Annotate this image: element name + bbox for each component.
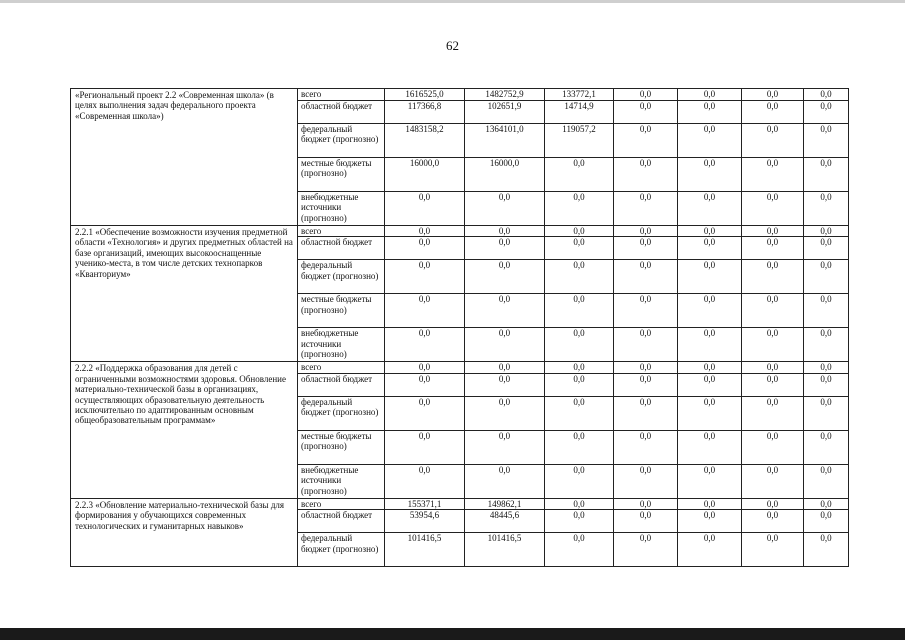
table-row [71, 226, 849, 237]
amount-cell: 0,0 [678, 362, 742, 373]
project-name: 2.2.3 «Обновление материально-технической базы для формирования у обучающихся современных технологических и гуманитарных навыков» [71, 498, 298, 566]
funding-source: федеральный бюджет (прогнозно) [298, 260, 385, 294]
amount-cell: 0,0 [804, 510, 849, 533]
amount-cell: 0,0 [742, 260, 804, 294]
amount-cell: 0,0 [385, 192, 465, 226]
amount-cell: 0,0 [465, 362, 545, 373]
amount-cell: 0,0 [804, 373, 849, 396]
amount-cell: 0,0 [465, 464, 545, 498]
amount-cell: 0,0 [545, 533, 614, 567]
funding-source: федеральный бюджет (прогнозно) [298, 533, 385, 567]
amount-cell: 0,0 [614, 124, 678, 158]
amount-cell: 102651,9 [465, 101, 545, 124]
amount-cell: 101416,5 [385, 533, 465, 567]
amount-cell: 0,0 [804, 498, 849, 509]
amount-cell: 1483158,2 [385, 124, 465, 158]
amount-cell: 0,0 [742, 124, 804, 158]
funding-source: местные бюджеты (прогнозно) [298, 158, 385, 192]
amount-cell: 0,0 [614, 294, 678, 328]
amount-cell: 0,0 [545, 328, 614, 362]
amount-cell: 133772,1 [545, 89, 614, 101]
amount-cell: 0,0 [678, 260, 742, 294]
funding-source: внебюджетные источники (прогнозно) [298, 192, 385, 226]
amount-cell: 16000,0 [385, 158, 465, 192]
funding-source: всего [298, 89, 385, 101]
table-row [71, 498, 849, 509]
funding-source: всего [298, 498, 385, 509]
amount-cell: 0,0 [804, 101, 849, 124]
funding-source: внебюджетные источники (прогнозно) [298, 328, 385, 362]
amount-cell: 0,0 [385, 260, 465, 294]
amount-cell: 119057,2 [545, 124, 614, 158]
amount-cell: 0,0 [465, 237, 545, 260]
amount-cell: 0,0 [742, 533, 804, 567]
table-row [71, 89, 849, 101]
amount-cell: 0,0 [614, 464, 678, 498]
amount-cell: 0,0 [742, 362, 804, 373]
funding-source: всего [298, 362, 385, 373]
budget-table [70, 88, 849, 567]
amount-cell: 0,0 [465, 328, 545, 362]
amount-cell: 0,0 [678, 464, 742, 498]
amount-cell: 0,0 [742, 510, 804, 533]
amount-cell: 0,0 [545, 373, 614, 396]
amount-cell: 0,0 [804, 192, 849, 226]
amount-cell: 0,0 [545, 192, 614, 226]
amount-cell: 0,0 [678, 533, 742, 567]
amount-cell: 0,0 [742, 226, 804, 237]
amount-cell: 155371,1 [385, 498, 465, 509]
amount-cell: 0,0 [678, 89, 742, 101]
funding-source: областной бюджет [298, 373, 385, 396]
amount-cell: 0,0 [678, 237, 742, 260]
amount-cell: 0,0 [804, 362, 849, 373]
amount-cell: 0,0 [742, 464, 804, 498]
amount-cell: 0,0 [678, 373, 742, 396]
amount-cell: 0,0 [465, 294, 545, 328]
amount-cell: 0,0 [742, 498, 804, 509]
amount-cell: 0,0 [804, 396, 849, 430]
amount-cell: 0,0 [385, 328, 465, 362]
amount-cell: 0,0 [614, 260, 678, 294]
amount-cell: 0,0 [385, 226, 465, 237]
amount-cell: 0,0 [465, 396, 545, 430]
amount-cell: 0,0 [742, 89, 804, 101]
amount-cell: 0,0 [385, 396, 465, 430]
amount-cell: 0,0 [678, 158, 742, 192]
amount-cell: 0,0 [614, 192, 678, 226]
page-top-edge [0, 0, 905, 3]
project-name: 2.2.1 «Обеспечение возможности изучения предметной области «Технология» и других предметных областей на базе организаций, имеющих высокооснащенные ученико-места, в том числе детских технопарков «Кванториум» [71, 226, 298, 362]
amount-cell: 0,0 [678, 396, 742, 430]
amount-cell: 0,0 [804, 237, 849, 260]
funding-source: внебюджетные источники (прогнозно) [298, 464, 385, 498]
amount-cell: 0,0 [614, 373, 678, 396]
amount-cell: 1616525,0 [385, 89, 465, 101]
amount-cell: 0,0 [545, 237, 614, 260]
amount-cell: 0,0 [465, 260, 545, 294]
amount-cell: 0,0 [678, 328, 742, 362]
amount-cell: 0,0 [385, 373, 465, 396]
amount-cell: 0,0 [742, 294, 804, 328]
funding-source: областной бюджет [298, 237, 385, 260]
amount-cell: 0,0 [465, 192, 545, 226]
amount-cell: 0,0 [614, 362, 678, 373]
amount-cell: 0,0 [804, 89, 849, 101]
amount-cell: 0,0 [742, 101, 804, 124]
amount-cell: 0,0 [804, 124, 849, 158]
amount-cell: 0,0 [614, 158, 678, 192]
amount-cell: 0,0 [385, 362, 465, 373]
amount-cell: 0,0 [614, 533, 678, 567]
amount-cell: 0,0 [742, 237, 804, 260]
amount-cell: 0,0 [614, 396, 678, 430]
funding-source: федеральный бюджет (прогнозно) [298, 396, 385, 430]
amount-cell: 0,0 [742, 396, 804, 430]
amount-cell: 0,0 [614, 510, 678, 533]
amount-cell: 0,0 [742, 328, 804, 362]
amount-cell: 0,0 [614, 89, 678, 101]
amount-cell: 0,0 [385, 237, 465, 260]
amount-cell: 0,0 [804, 158, 849, 192]
amount-cell: 0,0 [804, 430, 849, 464]
amount-cell: 117366,8 [385, 101, 465, 124]
amount-cell: 0,0 [614, 226, 678, 237]
amount-cell: 0,0 [804, 464, 849, 498]
amount-cell: 0,0 [678, 294, 742, 328]
amount-cell: 0,0 [804, 533, 849, 567]
amount-cell: 0,0 [742, 373, 804, 396]
funding-source: всего [298, 226, 385, 237]
funding-source: областной бюджет [298, 510, 385, 533]
amount-cell: 0,0 [385, 464, 465, 498]
amount-cell: 0,0 [804, 294, 849, 328]
amount-cell: 0,0 [545, 396, 614, 430]
amount-cell: 0,0 [678, 192, 742, 226]
amount-cell: 0,0 [545, 158, 614, 192]
amount-cell: 48445,6 [465, 510, 545, 533]
amount-cell: 101416,5 [465, 533, 545, 567]
page-number: 62 [446, 38, 459, 53]
amount-cell: 0,0 [804, 260, 849, 294]
amount-cell: 0,0 [545, 226, 614, 237]
amount-cell: 1364101,0 [465, 124, 545, 158]
amount-cell: 0,0 [678, 124, 742, 158]
amount-cell: 0,0 [545, 362, 614, 373]
funding-source: областной бюджет [298, 101, 385, 124]
amount-cell: 0,0 [678, 226, 742, 237]
funding-source: федеральный бюджет (прогнозно) [298, 124, 385, 158]
amount-cell: 0,0 [465, 373, 545, 396]
amount-cell: 1482752,9 [465, 89, 545, 101]
amount-cell: 0,0 [465, 430, 545, 464]
amount-cell: 0,0 [678, 430, 742, 464]
amount-cell: 0,0 [614, 328, 678, 362]
amount-cell: 0,0 [742, 158, 804, 192]
project-name: «Региональный проект 2.2 «Современная школа» (в целях выполнения задач федерального проекта «Современная школа») [71, 89, 298, 226]
amount-cell: 0,0 [385, 430, 465, 464]
amount-cell: 0,0 [678, 510, 742, 533]
amount-cell: 0,0 [465, 226, 545, 237]
amount-cell: 0,0 [742, 192, 804, 226]
amount-cell: 53954,6 [385, 510, 465, 533]
funding-source: местные бюджеты (прогнозно) [298, 430, 385, 464]
amount-cell: 0,0 [545, 510, 614, 533]
project-name: 2.2.2 «Поддержка образования для детей с ограниченными возможностями здоровья. Обновление материально-технической базы в организациях, осуществляющих образовательную деятельность исключительно по адаптированным основным общеобразовательным программам» [71, 362, 298, 498]
amount-cell: 0,0 [614, 237, 678, 260]
amount-cell: 0,0 [804, 328, 849, 362]
amount-cell: 14714,9 [545, 101, 614, 124]
table-row [71, 362, 849, 373]
amount-cell: 0,0 [614, 430, 678, 464]
amount-cell: 0,0 [614, 101, 678, 124]
amount-cell: 0,0 [545, 294, 614, 328]
amount-cell: 0,0 [545, 260, 614, 294]
amount-cell: 0,0 [545, 430, 614, 464]
amount-cell: 0,0 [678, 101, 742, 124]
amount-cell: 0,0 [678, 498, 742, 509]
page-bottom-edge [0, 628, 905, 640]
amount-cell: 0,0 [545, 498, 614, 509]
amount-cell: 0,0 [804, 226, 849, 237]
amount-cell: 16000,0 [465, 158, 545, 192]
funding-source: местные бюджеты (прогнозно) [298, 294, 385, 328]
amount-cell: 149862,1 [465, 498, 545, 509]
amount-cell: 0,0 [614, 498, 678, 509]
amount-cell: 0,0 [385, 294, 465, 328]
amount-cell: 0,0 [545, 464, 614, 498]
amount-cell: 0,0 [742, 430, 804, 464]
